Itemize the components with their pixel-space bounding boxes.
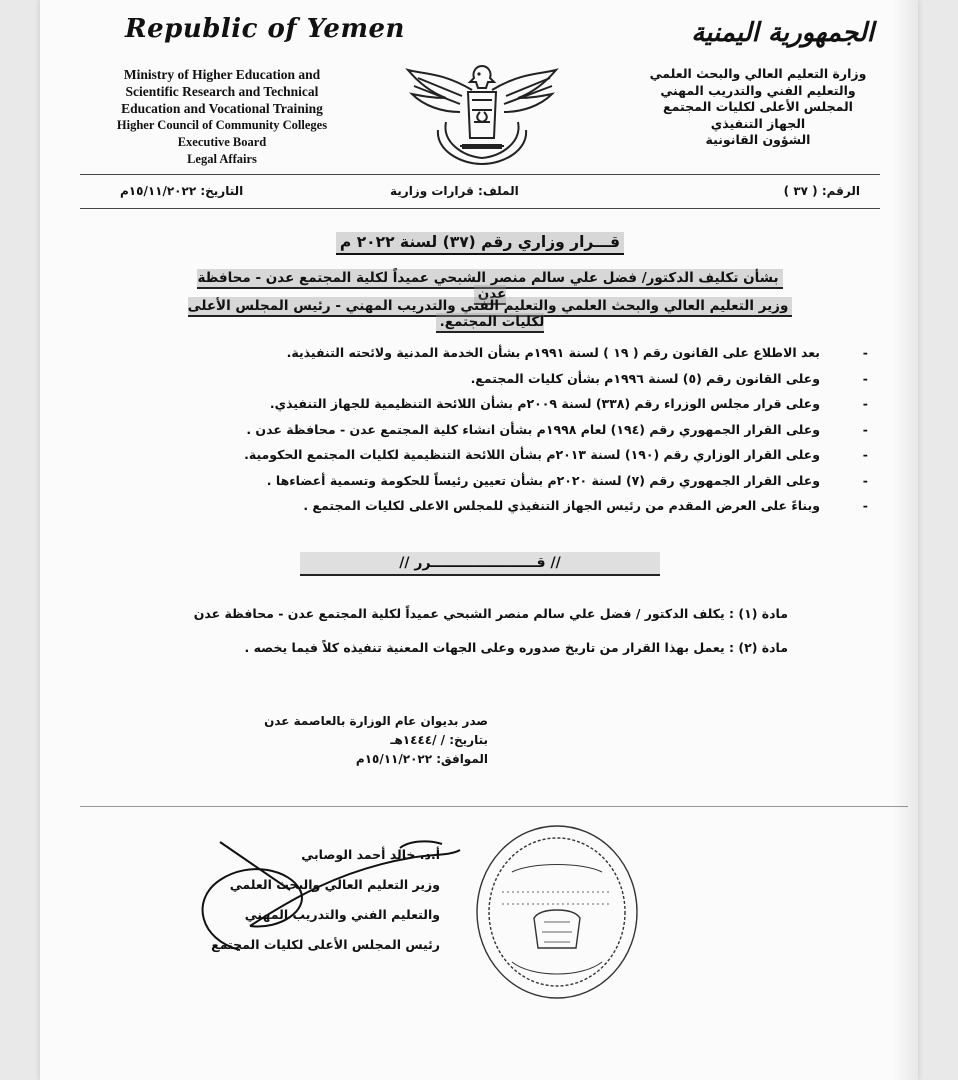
- signatory-title-line: والتعليم الفني والتدريب المهني: [244, 907, 440, 922]
- header-ar-line: المجلس الأعلى لكليات المجتمع: [663, 99, 853, 114]
- signatory-title-line: رئيس المجلس الأعلى لكليات المجتمع: [211, 937, 440, 952]
- prelude-list: [228, 340, 868, 519]
- header-en-line: Scientific Research and Technical: [125, 84, 319, 99]
- header-ar-title: الجمهورية اليمنية: [691, 18, 874, 48]
- prelude-item: - وعلى القانون رقم (٥) لسنة ١٩٩٦م بشأن كليات المجتمع.: [228, 366, 868, 392]
- signature-block: [190, 840, 440, 960]
- signatory-title-line: وزير التعليم العالي والبحث العلمي: [229, 877, 440, 892]
- minister-title: [170, 298, 810, 330]
- signatory-name: أ.د. خالد أحمد الوصابي: [301, 847, 440, 862]
- header-ar-line: الجهاز التنفيذي: [710, 115, 806, 131]
- header-en-line: Education and Vocational Training: [121, 101, 323, 116]
- header-en-line: Executive Board: [177, 135, 267, 149]
- header-rule: [80, 174, 880, 175]
- issued-hijri-date: بتاريخ: / /١٤٤٤هـ: [390, 733, 488, 747]
- issued-gregorian-date: الموافق: ١٥/١١/٢٠٢٢م: [355, 752, 488, 766]
- prelude-item: - وعلى القرار الجمهوري رقم (١٩٤) لعام ١٩٩٨م بشأن انشاء كلية المجتمع عدن - محافظة عدن .: [228, 417, 868, 443]
- prelude-item: - وبناءً على العرض المقدم من رئيس الجهاز التنفيذي للمجلس الاعلى لكليات المجتمع .: [228, 493, 868, 519]
- header-en-block: [92, 66, 352, 168]
- header-ar-line: الشؤون القانونية: [705, 132, 811, 147]
- article-1: مادة (١) : يكلف الدكتور / فضل علي سالم منصر الشبحي عميداً لكلية المجتمع عدن - محافظة عدن: [193, 606, 788, 621]
- prelude-item: - وعلى القرار الوزاري رقم (١٩٠) لسنة ٢٠١٣م بشأن اللائحة التنظيمية لكليات المجتمع الحكومية.: [228, 442, 868, 468]
- decided-heading: // قــــــــــــــــــــــرر //: [300, 552, 660, 576]
- reference-date: التاريخ: ١٥/١١/٢٠٢٢م: [120, 184, 244, 198]
- reference-file: الملف: قرارات وزارية: [390, 184, 519, 198]
- decree-subject-text: بشأن تكليف الدكتور/ فضل علي سالم منصر الشبحي عميداً لكلية المجتمع عدن - محافظة عدن: [197, 269, 782, 305]
- official-round-stamp-icon: [472, 822, 642, 1002]
- header-en-title: Republic of Yemen: [125, 14, 405, 44]
- reference-rule: [80, 208, 880, 209]
- reference-row: [70, 182, 890, 204]
- header-ar-line: والتعليم الفني والتدريب المهني: [660, 82, 856, 98]
- header-en-line: Ministry of Higher Education and: [123, 67, 321, 82]
- header-en-line: Legal Affairs: [187, 152, 257, 166]
- header-ar-block: [638, 66, 878, 149]
- yemen-eagle-emblem-icon: [402, 52, 562, 168]
- document-page: [40, 0, 918, 1080]
- minister-title-text: وزير التعليم العالي والبحث العلمي والتعليم الفني والتدريب المهني - رئيس المجلس الأعلى لكليات المجتمع.: [188, 297, 793, 333]
- issued-place: صدر بديوان عام الوزارة بالعاصمة عدن: [264, 714, 488, 728]
- reference-number: الرقم: ( ٣٧ ): [783, 184, 860, 198]
- article-2: مادة (٢) : يعمل بهذا القرار من تاريخ صدوره وعلى الجهات المعنية تنفيذه كلاً فيما يخصه .: [244, 640, 788, 655]
- header-ar-line: وزارة التعليم العالي والبحث العلمي: [649, 66, 867, 81]
- decree-title: [160, 233, 800, 251]
- bottom-rule: [80, 806, 908, 807]
- prelude-item: - بعد الاطلاع على القانون رقم ( ١٩ ) لسنة ١٩٩١م بشأن الخدمة المدنية ولائحته التنفيذية.: [228, 340, 868, 366]
- prelude-item: - وعلى القرار الجمهوري رقم (٧) لسنة ٢٠٢٠م بشأن تعيين رئيساً للحكومة وتسمية أعضاءها .: [228, 468, 868, 494]
- prelude-item: - وعلى قرار مجلس الوزراء رقم (٣٣٨) لسنة ٢٠٠٩م بشأن اللائحة التنظيمية للجهاز التنفيذي.: [228, 391, 868, 417]
- decree-title-text: قـــرار وزاري رقم (٣٧) لسنة ٢٠٢٢ م: [336, 232, 624, 255]
- issued-block: [188, 712, 488, 769]
- header-en-line: Higher Council of Community Colleges: [116, 118, 328, 132]
- page-edge-shadow: [892, 0, 918, 1080]
